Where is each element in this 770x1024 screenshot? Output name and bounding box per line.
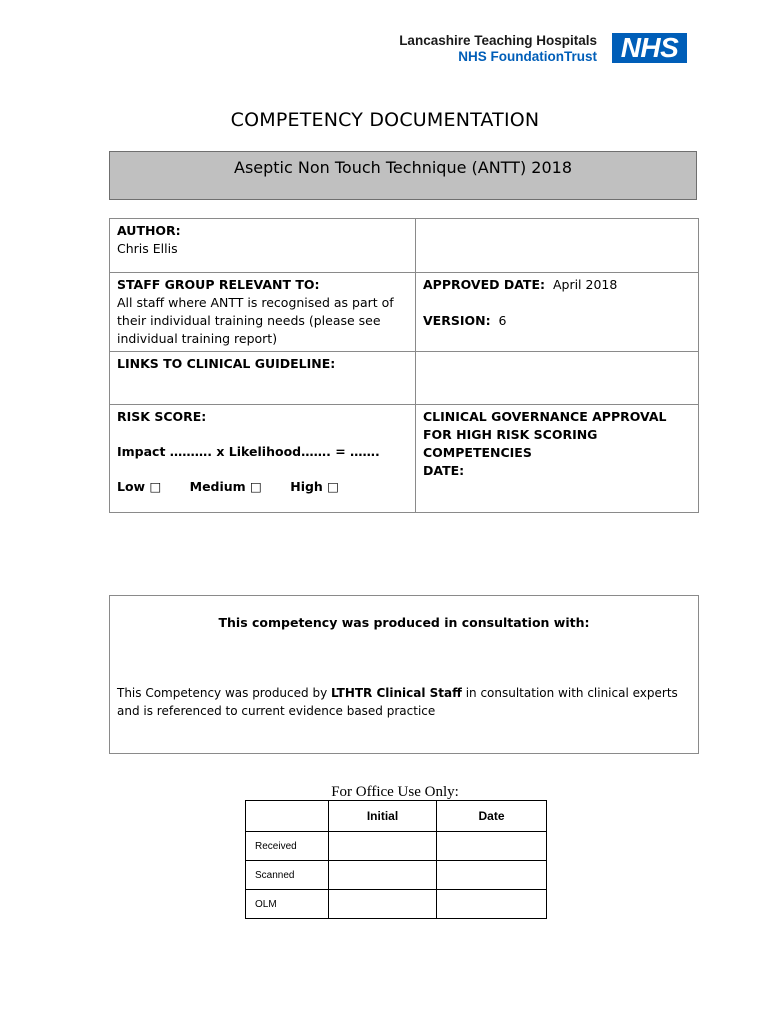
approval-cell [416, 273, 699, 352]
author-label: AUTHOR: [117, 223, 181, 238]
office-header-blank [246, 801, 329, 832]
consultation-box [109, 595, 699, 754]
org-name-line1: Lancashire Teaching Hospitals [399, 33, 597, 48]
risk-medium-checkbox[interactable]: Medium □ [189, 479, 262, 494]
risk-formula: Impact ………. x Likelihood……. = ……. [117, 444, 380, 459]
office-initial-field[interactable] [329, 832, 437, 861]
version-label: VERSION: [423, 313, 491, 328]
links-label: LINKS TO CLINICAL GUIDELINE: [110, 352, 416, 405]
office-initial-field[interactable] [329, 890, 437, 919]
document-title: COMPETENCY DOCUMENTATION [230, 109, 540, 131]
office-row-label: OLM [246, 890, 329, 919]
consultation-body-bold: LTHTR Clinical Staff [330, 686, 462, 700]
consultation-body-prefix: This Competency was produced by [117, 686, 331, 700]
risk-low-checkbox[interactable]: Low □ [117, 479, 162, 494]
consultation-heading: This competency was produced in consultation with: [218, 615, 590, 630]
staff-group-label: STAFF GROUP RELEVANT TO: [117, 277, 320, 292]
office-use-table [245, 800, 547, 919]
subtitle-text: Aseptic Non Touch Technique (ANTT) 2018 [234, 158, 572, 177]
office-date-field[interactable] [437, 832, 547, 861]
risk-high-checkbox[interactable]: High □ [290, 479, 339, 494]
risk-score-label: RISK SCORE: [117, 409, 207, 424]
governance-label: CLINICAL GOVERNANCE APPROVAL FOR HIGH RISK SCORING COMPETENCIES [423, 409, 667, 460]
staff-group-value: All staff where ANTT is recognised as part of their individual training needs (please see individual training report) [117, 295, 394, 346]
office-use-title: For Office Use Only: [331, 784, 459, 800]
approved-date-value: April 2018 [552, 277, 618, 292]
page-header [0, 30, 770, 70]
staff-group-cell [110, 273, 416, 352]
author-value: Chris Ellis [117, 241, 178, 256]
office-date-field[interactable] [437, 890, 547, 919]
consultation-body-suffix: in consultation with clinical experts and is referenced to current evidence based practice [117, 686, 678, 718]
office-header-initial: Initial [329, 801, 437, 832]
governance-cell [416, 405, 699, 513]
office-header-date: Date [437, 801, 547, 832]
subtitle-banner [109, 151, 697, 200]
consultation-body [117, 684, 688, 720]
version-value: 6 [498, 313, 507, 328]
office-row-label: Scanned [246, 861, 329, 890]
governance-date-label: DATE: [423, 463, 465, 478]
organisation-name [399, 33, 597, 65]
approved-date-label: APPROVED DATE: [423, 277, 545, 292]
office-initial-field[interactable] [329, 861, 437, 890]
nhs-logo: NHS [612, 33, 687, 63]
empty-cell [416, 352, 699, 405]
author-cell [110, 219, 416, 273]
org-name-line2: NHS FoundationTrust [458, 49, 597, 64]
empty-cell [416, 219, 699, 273]
office-date-field[interactable] [437, 861, 547, 890]
metadata-table [109, 218, 699, 513]
office-row-label: Received [246, 832, 329, 861]
risk-score-cell [110, 405, 416, 513]
